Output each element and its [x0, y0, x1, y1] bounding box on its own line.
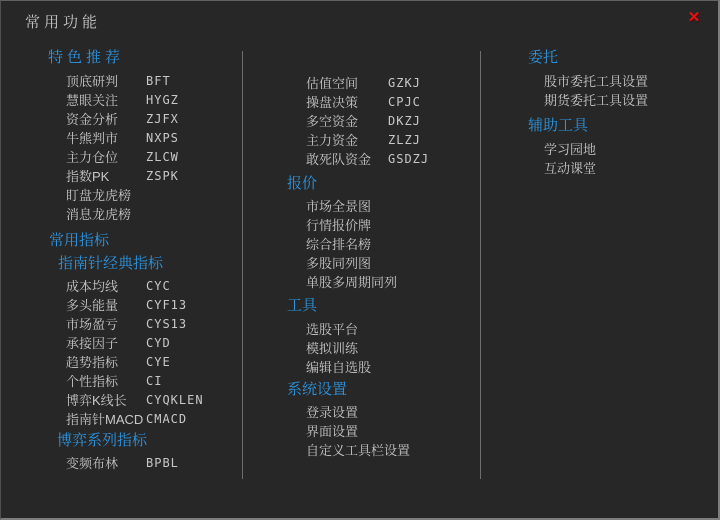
- menu-item[interactable]: [306, 320, 388, 339]
- menu-item-shortcut-code: DKZJ: [388, 114, 421, 128]
- section-header-tools: 工具: [287, 297, 318, 314]
- menu-item[interactable]: [306, 273, 398, 292]
- menu-item[interactable]: [66, 372, 204, 391]
- menu-item[interactable]: [306, 441, 411, 460]
- menu-item[interactable]: [306, 358, 388, 377]
- menu-item-label: 单股多周期同列: [306, 275, 398, 290]
- menu-item[interactable]: [306, 150, 429, 169]
- menu-item[interactable]: [66, 353, 204, 372]
- menu-item-label: 慧眼关注: [66, 93, 119, 108]
- menu-item-label: 市场盈亏: [66, 317, 119, 332]
- menu-item-label: 估值空间: [306, 76, 359, 91]
- menu-item[interactable]: [306, 131, 429, 150]
- menu-item-label: 成本均线: [66, 279, 119, 294]
- menu-item-shortcut-code: BPBL: [146, 456, 179, 470]
- window-title: 常用功能: [25, 14, 102, 31]
- menu-item-shortcut-code: GSDZJ: [388, 152, 430, 166]
- menu-item-label: 股市委托工具设置: [544, 74, 649, 89]
- menu-item-label: 学习园地: [544, 142, 597, 157]
- menu-item[interactable]: [306, 197, 388, 216]
- menu-item[interactable]: [66, 186, 179, 205]
- section-header-auxiliary-tools: 辅助工具: [528, 117, 589, 134]
- menu-item-label: 指数PK: [66, 169, 110, 184]
- menu-item-label: 指南针MACD: [66, 412, 144, 427]
- menu-item-label: 自定义工具栏设置: [306, 443, 411, 458]
- menu-item-label: 多空资金: [306, 114, 359, 129]
- menu-item-shortcut-code: ZLCW: [146, 150, 179, 164]
- menu-item[interactable]: [66, 391, 204, 410]
- menu-item-label: 主力资金: [306, 133, 359, 148]
- menu-item-shortcut-code: BFT: [146, 74, 171, 88]
- menu-item[interactable]: [66, 110, 179, 129]
- menu-item-shortcut-code: ZJFX: [146, 112, 179, 126]
- menu-item-label: 主力仓位: [66, 150, 119, 165]
- menu-item[interactable]: [66, 91, 179, 110]
- menu-item-label: 多股同列图: [306, 256, 372, 271]
- menu-item[interactable]: [66, 205, 179, 224]
- subsection-header-boyi-indicators: 博弈系列指标: [57, 432, 148, 449]
- menu-item-shortcut-code: ZSPK: [146, 169, 179, 183]
- menu-item[interactable]: [306, 254, 388, 273]
- section-header-quotes: 报价: [287, 175, 318, 192]
- menu-item-label: 选股平台: [306, 322, 359, 337]
- menu-item[interactable]: [66, 334, 204, 353]
- trading-item-list: [544, 72, 648, 110]
- menu-item[interactable]: [66, 148, 179, 167]
- menu-item[interactable]: [66, 72, 179, 91]
- menu-item[interactable]: [544, 91, 648, 110]
- menu-item[interactable]: [306, 216, 388, 235]
- menu-item-shortcut-code: CYE: [146, 355, 171, 369]
- menu-item-label: 敢死队资金: [306, 152, 372, 167]
- section-header-featured: 特色推荐: [48, 49, 125, 66]
- menu-item[interactable]: [544, 140, 596, 159]
- menu-item-shortcut-code: CPJC: [388, 95, 421, 109]
- menu-item-shortcut-code: CYF13: [146, 298, 188, 312]
- column-divider-left: [242, 51, 243, 479]
- quotes-item-list: [306, 197, 398, 292]
- tools-item-list: [306, 320, 388, 377]
- menu-item-shortcut-code: CYD: [146, 336, 171, 350]
- menu-item-label: 市场全景图: [306, 199, 372, 214]
- menu-item-label: 博弈K线长: [66, 393, 127, 408]
- menu-item[interactable]: [306, 93, 429, 112]
- menu-item-shortcut-code: NXPS: [146, 131, 179, 145]
- section-header-trading: 委托: [528, 49, 559, 66]
- menu-item[interactable]: [306, 403, 388, 422]
- subsection-header-compass-indicators: 指南针经典指标: [58, 255, 164, 272]
- menu-item-label: 模拟训练: [306, 341, 359, 356]
- menu-item[interactable]: [66, 167, 179, 186]
- featured-items-list: [66, 72, 179, 224]
- menu-item-shortcut-code: CYC: [146, 279, 171, 293]
- menu-item[interactable]: [306, 339, 388, 358]
- menu-item-label: 期货委托工具设置: [544, 93, 649, 108]
- menu-item-label: 变频布林: [66, 456, 119, 471]
- menu-item-label: 行情报价牌: [306, 218, 372, 233]
- menu-item-shortcut-code: CMACD: [146, 412, 188, 426]
- menu-item[interactable]: [66, 296, 204, 315]
- menu-item[interactable]: [66, 315, 204, 334]
- menu-item-label: 登录设置: [306, 405, 359, 420]
- menu-item[interactable]: [306, 422, 388, 441]
- section-header-system-settings: 系统设置: [287, 381, 348, 398]
- menu-item[interactable]: [544, 159, 596, 178]
- menu-item[interactable]: [306, 235, 388, 254]
- menu-item[interactable]: [306, 112, 429, 131]
- auxiliary-item-list: [544, 140, 596, 178]
- menu-item[interactable]: [66, 277, 204, 296]
- menu-item-shortcut-code: GZKJ: [388, 76, 421, 90]
- menu-item-shortcut-code: HYGZ: [146, 93, 179, 107]
- menu-item-shortcut-code: CI: [146, 374, 163, 388]
- featured-items-list-continued: [306, 74, 429, 169]
- section-header-common-indicators: 常用指标: [49, 232, 110, 249]
- close-button[interactable]: [682, 7, 706, 29]
- menu-item-label: 编辑自选股: [306, 360, 372, 375]
- compass-indicator-list: [66, 277, 204, 429]
- system-settings-item-list: [306, 403, 411, 460]
- menu-item[interactable]: [306, 74, 429, 93]
- menu-item-label: 消息龙虎榜: [66, 207, 132, 222]
- menu-item[interactable]: [66, 454, 179, 473]
- menu-item-label: 综合排名榜: [306, 237, 372, 252]
- menu-item-label: 界面设置: [306, 424, 359, 439]
- column-divider-right: [480, 51, 481, 479]
- menu-item-shortcut-code: CYS13: [146, 317, 188, 331]
- menu-item-label: 互动课堂: [544, 161, 597, 176]
- menu-item-shortcut-code: ZLZJ: [388, 133, 421, 147]
- menu-item-label: 操盘决策: [306, 95, 359, 110]
- menu-item-label: 趋势指标: [66, 355, 119, 370]
- menu-item-shortcut-code: CYQKLEN: [146, 393, 204, 407]
- menu-item[interactable]: [66, 410, 204, 429]
- menu-item[interactable]: [66, 129, 179, 148]
- menu-item[interactable]: [544, 72, 648, 91]
- menu-item-label: 个性指标: [66, 374, 119, 389]
- menu-item-label: 多头能量: [66, 298, 119, 313]
- menu-item-label: 资金分析: [66, 112, 119, 127]
- menu-item-label: 牛熊判市: [66, 131, 119, 146]
- menu-item-label: 顶底研判: [66, 74, 119, 89]
- menu-item-label: 承接因子: [66, 336, 119, 351]
- close-icon: ✕: [687, 9, 701, 26]
- menu-item-label: 盯盘龙虎榜: [66, 188, 132, 203]
- boyi-indicator-list: [66, 454, 179, 473]
